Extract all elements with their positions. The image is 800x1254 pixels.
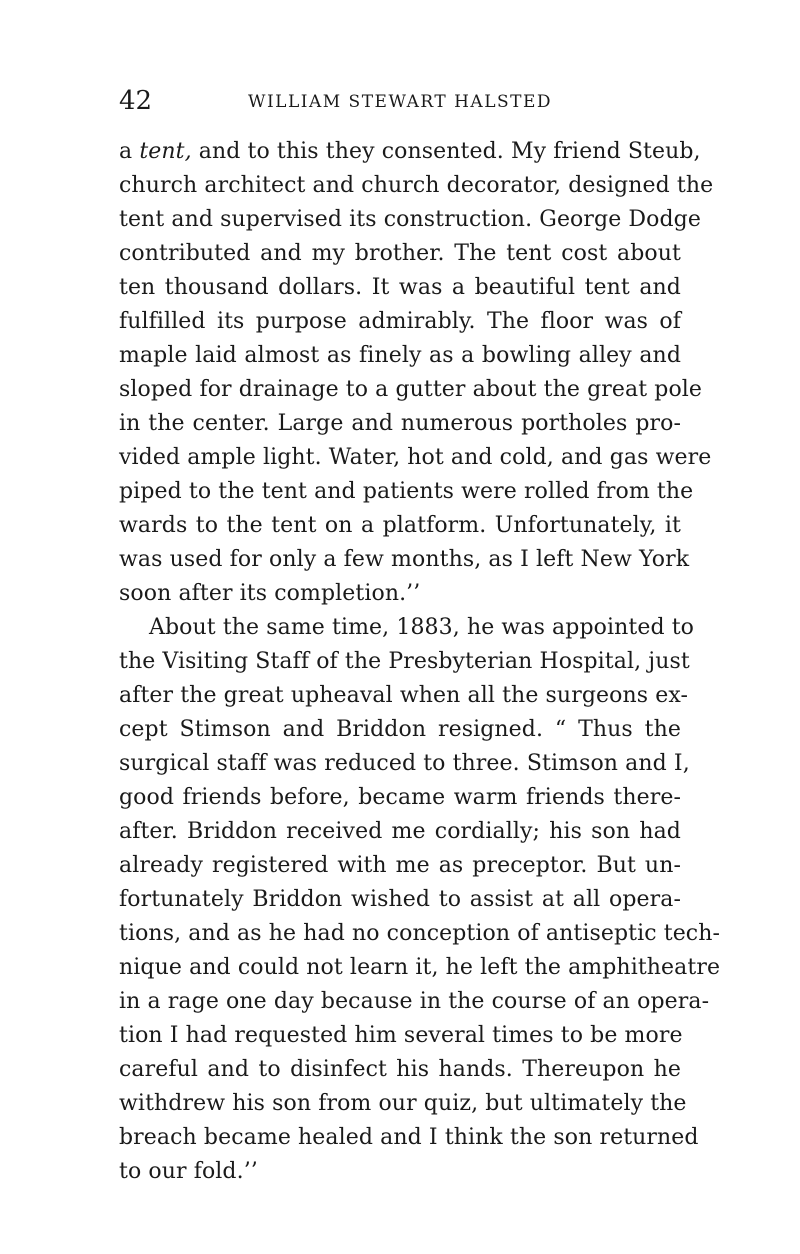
text-line: to our fold.’’ bbox=[119, 1159, 258, 1184]
text-line: piped to the tent and patients were rolled from the bbox=[119, 479, 694, 504]
text-line: church architect and church decorator, designed the bbox=[119, 173, 714, 198]
text-line: nique and could not learn it, he left the amphitheatre bbox=[119, 955, 721, 980]
text-line: wards to the tent on a platform. Unfortunately, it bbox=[119, 513, 681, 538]
text-line: after the great upheaval when all the surgeons ex- bbox=[119, 683, 688, 708]
text-line: fulfilled its purpose admirably. The floor was of bbox=[119, 309, 681, 334]
page-header bbox=[119, 86, 681, 116]
text-line: tent and supervised its construction. George Dodge bbox=[119, 207, 701, 232]
text-line: tion I had requested him several times to be more bbox=[119, 1023, 683, 1048]
paragraph-2 bbox=[119, 611, 721, 1189]
body-text bbox=[119, 135, 721, 1189]
paragraph-1 bbox=[119, 135, 714, 611]
running-head: WILLIAM STEWART HALSTED bbox=[247, 92, 553, 112]
text-line: in a rage one day because in the course of an opera- bbox=[119, 989, 710, 1014]
text-line: the Visiting Staff of the Presbyterian Hospital, just bbox=[119, 649, 690, 674]
text-line: already registered with me as preceptor. But un- bbox=[119, 853, 681, 878]
text-line: good friends before, became warm friends there- bbox=[119, 785, 681, 810]
text-line: vided ample light. Water, hot and cold, and gas were bbox=[119, 445, 712, 470]
text-line: ten thousand dollars. It was a beautiful tent and bbox=[119, 275, 681, 300]
text-line: withdrew his son from our quiz, but ultimately the bbox=[119, 1091, 687, 1116]
text-line bbox=[119, 135, 701, 169]
text-line: fortunately Briddon wished to assist at all opera- bbox=[119, 887, 681, 912]
text-fragment: and to this they consented. My friend Steub, bbox=[191, 139, 701, 164]
text-line: in the center. Large and numerous portholes pro- bbox=[119, 411, 681, 436]
text-line: soon after its completion.’’ bbox=[119, 581, 421, 606]
text-fragment: a bbox=[119, 139, 140, 164]
text-line: maple laid almost as finely as a bowling alley and bbox=[119, 343, 681, 368]
text-line: breach became healed and I think the son returned bbox=[119, 1125, 699, 1150]
text-line: sloped for drainage to a gutter about the great pole bbox=[119, 377, 703, 402]
page-number: 42 bbox=[119, 86, 153, 116]
text-line: About the same time, 1883, he was appointed to bbox=[149, 615, 695, 640]
text-line: was used for only a few months, as I left New York bbox=[119, 547, 690, 572]
text-line: tions, and as he had no conception of antiseptic tech- bbox=[119, 921, 721, 946]
text-line: contributed and my brother. The tent cost about bbox=[119, 241, 681, 266]
italic-word: tent, bbox=[139, 139, 192, 164]
text-line: after. Briddon received me cordially; his son had bbox=[119, 819, 681, 844]
text-line: careful and to disinfect his hands. Thereupon he bbox=[119, 1057, 681, 1082]
text-line: cept Stimson and Briddon resigned. “ Thus the bbox=[119, 717, 681, 742]
text-line: surgical staff was reduced to three. Stimson and I, bbox=[119, 751, 690, 776]
